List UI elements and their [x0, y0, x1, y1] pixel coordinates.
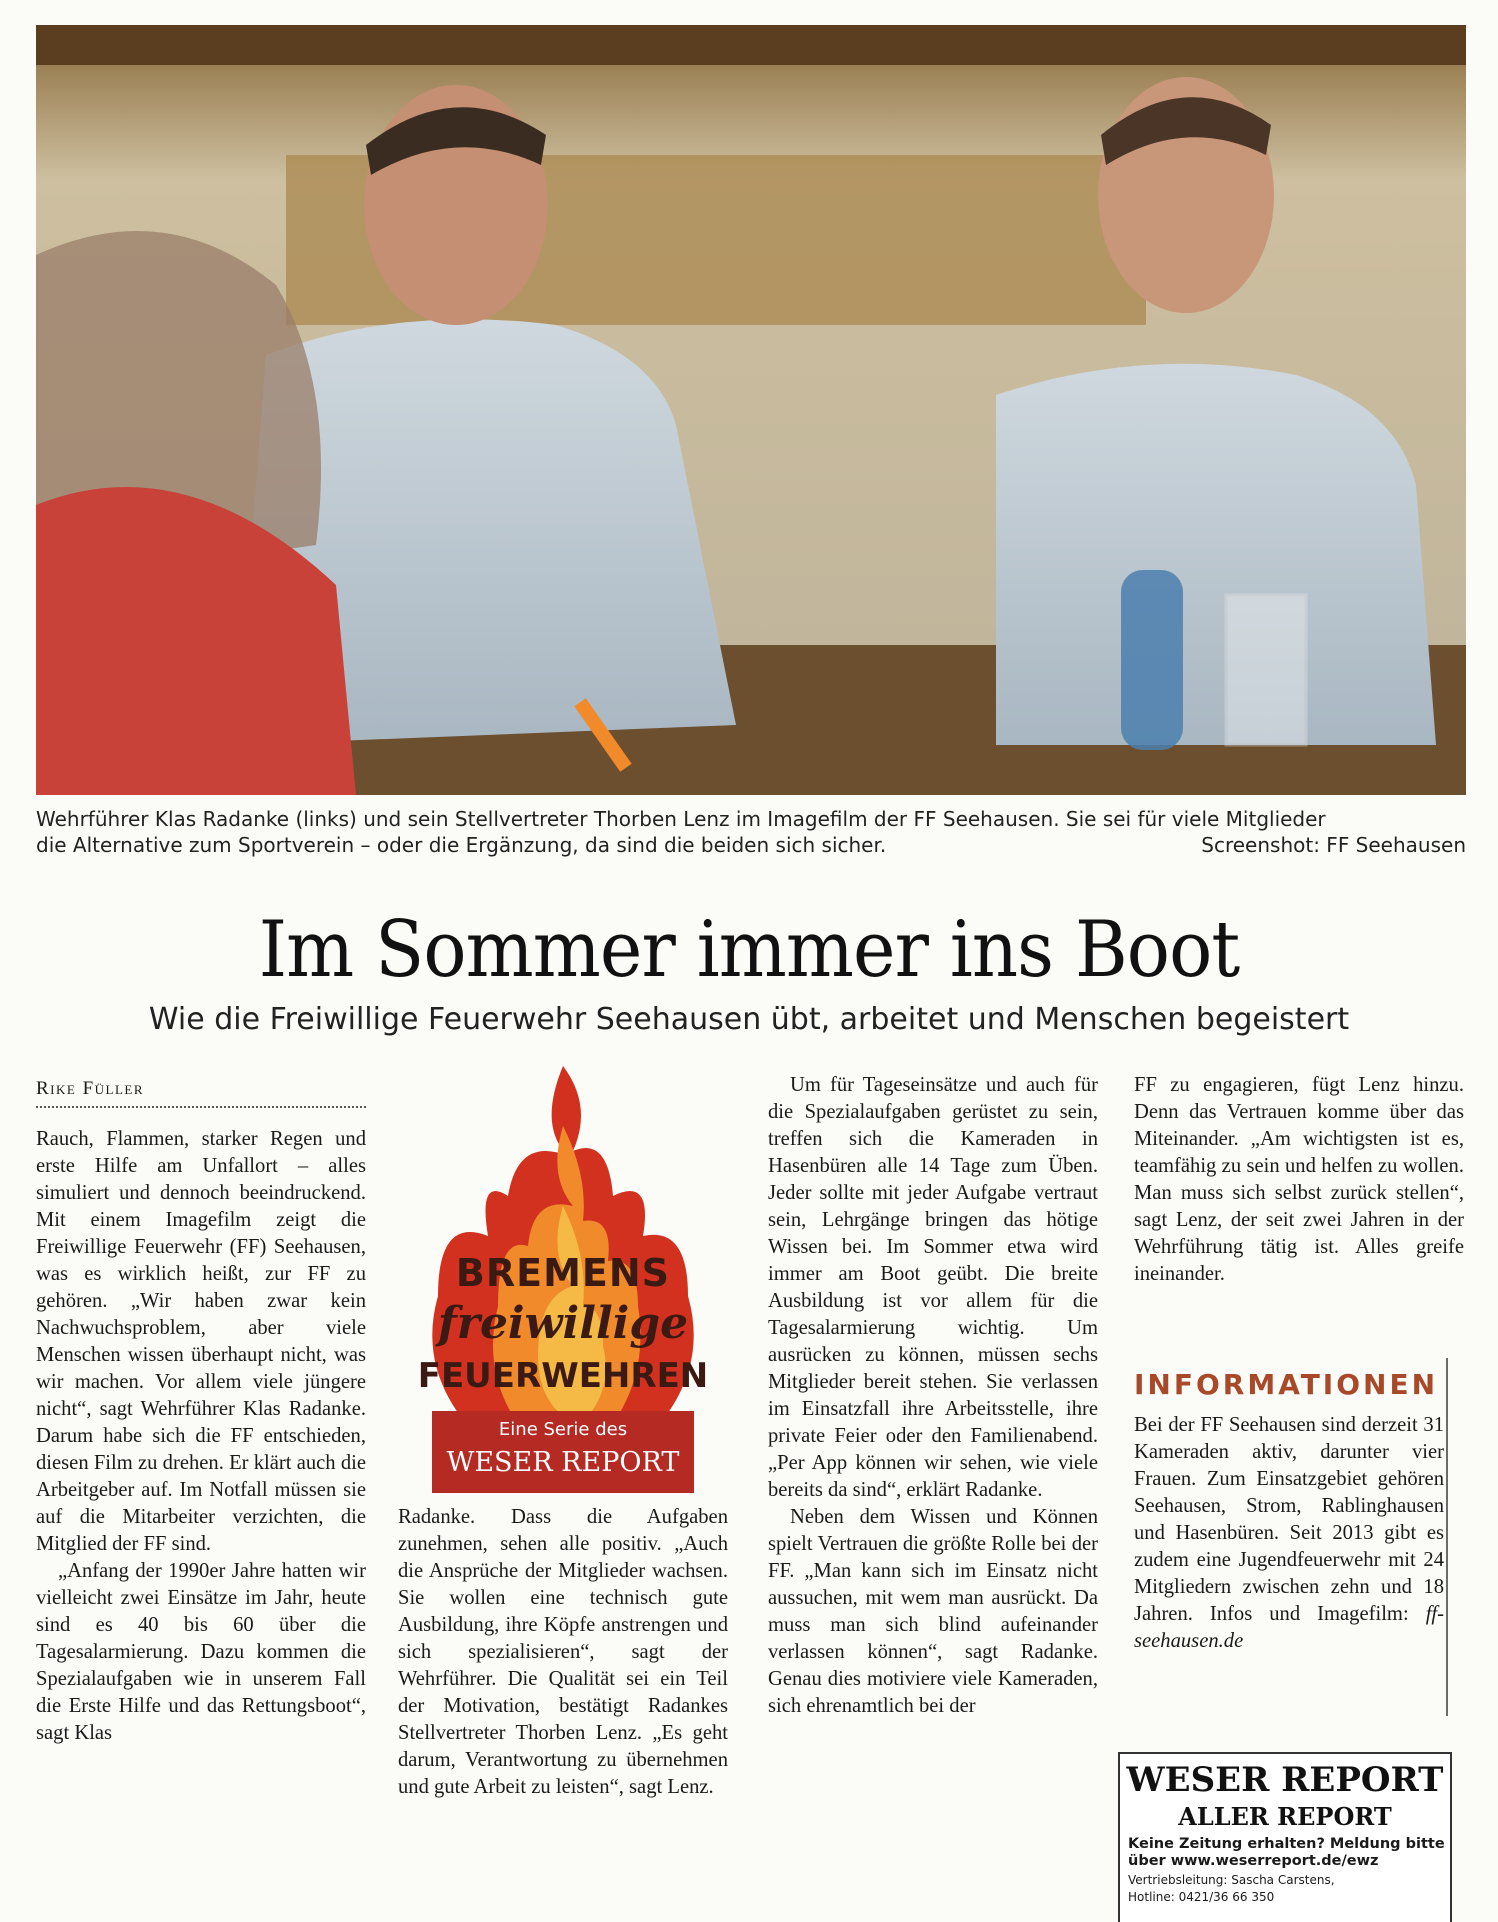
- paragraph: Radanke. Dass die Aufgaben zunehmen, sehen alle positiv. „Auch die Ansprüche der Mitglieder wachsen. Sie wollen eine technisch gute Ausbildung, ihre Köpfe anstrengen und sich spezialisieren“, sagt der Wehrführer. Die Qualität sei ein Teil der Motivation, bestätigt Radankes Stellvertreter Thorben Lenz. „Es geht darum, Verantwortung zu übernehmen und gute Arbeit zu leisten“, sagt Lenz.: [398, 1506, 728, 1798]
- ad-contact-line1: Vertriebsleitung: Sascha Carstens,: [1128, 1873, 1335, 1887]
- paragraph: „Anfang der 1990er Jahre hatten wir vielleicht zwei Einsätze im Jahr, heute sind es 40 bis 60 über die Tagesalarmierung. Dazu kommen die Spezialaufgaben wie in unserem Fall die Erste Hilfe und das Rettungsboot“, sagt Klas: [36, 1560, 366, 1744]
- ad-text: Keine Zeitung erhalten? Meldung bitte über www.weserreport.de/ewz: [1128, 1836, 1445, 1869]
- weser-report-logo: WESER REPORT: [1126, 1760, 1444, 1800]
- ad-contact-line2: Hotline: 0421/36 66 350: [1128, 1890, 1275, 1904]
- article-column-4: [1134, 1072, 1464, 1288]
- article-column-3: [768, 1072, 1098, 1720]
- series-logo-line3: FEUERWEHREN: [417, 1356, 709, 1396]
- series-logo-line1: BREMENS: [455, 1251, 671, 1295]
- series-logo-line4: Eine Serie des: [498, 1419, 628, 1440]
- info-box-title: INFORMATIONEN: [1134, 1368, 1439, 1401]
- aller-report-logo: ALLER REPORT: [1178, 1802, 1392, 1831]
- photo-caption-line2: [36, 832, 1466, 858]
- author-byline: Rike Füller: [36, 1078, 366, 1108]
- photo-illustration: [36, 25, 1466, 795]
- info-box: [1122, 1358, 1448, 1716]
- paragraph: Rauch, Flammen, starker Regen und erste Hilfe am Unfallort – alles simuliert und dennoch beeindruckend. Mit einem Imagefilm zeigt die Freiwillige Feuerwehr (FF) Seehausen, was es wirklich heißt, zur FF zu gehören. „Wir haben zwar kein Nachwuchsproblem, aber viele Menschen wissen überhaupt nicht, was wir machen. Vor allem viele jüngere nicht“, sagt Wehrführer Klas Radanke. Darum habe sich die FF entschieden, diesen Film zu drehen. Er klärt auch die Arbeitgeber auf. Im Notfall müssen sie auf die Mitarbeiter verzichten, die Mitglied der FF sind.: [36, 1128, 366, 1555]
- ad-contact: [1128, 1872, 1446, 1906]
- publisher-ad: [1118, 1752, 1452, 1922]
- photo-credit: Screenshot: FF Seehausen: [1201, 833, 1466, 857]
- article-photo: [36, 25, 1466, 795]
- paragraph: Neben dem Wissen und Können spielt Vertrauen die größte Rolle bei der FF. „Man kann sich im Einsatz nicht aussuchen, mit wem man ausrückt. Da muss man sich blind aufeinander verlassen können“, sagt Radanke. Genau dies motiviere viele Kameraden, sich ehrenamtlich bei der: [768, 1506, 1098, 1717]
- paragraph: FF zu engagieren, fügt Lenz hinzu. Denn das Vertrauen komme über das Miteinander. „Am wichtigsten ist es, teamfähig zu sein und helfen zu wollen. Man muss sich selbst zurück stellen“, sagt Lenz, der seit zwei Jahren in der Wehrführung tätig ist. Alles greife ineinander.: [1134, 1074, 1464, 1285]
- series-logo-box: [432, 1411, 694, 1493]
- info-box-body: Bei der FF Seehausen sind derzeit 31 Kameraden aktiv, darunter vier Frauen. Zum Einsatzgebiet gehören Seehausen, Strom, Rablinghausen und Hasenbüren. Seit 2013 gibt es zudem eine Jugendfeuerwehr mit 24 Mitgliedern zwischen zehn und 18 Jahren. Infos und Imagefilm:: [1134, 1414, 1444, 1625]
- article-column-2: [398, 1504, 728, 1801]
- headline: Im Sommer immer ins Boot: [258, 905, 1240, 995]
- series-logo-line2: freiwillige: [437, 1298, 689, 1349]
- info-box-website: ff-seehausen.de: [1134, 1603, 1444, 1652]
- info-box-text: [1134, 1412, 1444, 1655]
- paragraph: Um für Tageseinsätze und auch für die Spezialaufgaben gerüstet zu sein, treffen sich die Kameraden in Hasenbüren alle 14 Tage zum Üben. Jeder sollte mit jeder Aufgabe vertraut sein, Lehrgänge bringen das hötige Wissen bei. Im Sommer etwa wird immer am Boot geübt. Die breite Ausbildung ist vor allem für die Tagesalarmierung wichtig. Um ausrücken zu können, müssen sechs Mitglieder bereit stehen. Sie verlassen im Einsatzfall ihre Arbeitsstelle, ihre private Feier oder den Familienabend. „Per App können wir sehen, wie viele bereits da sind“, erklärt Radanke.: [768, 1074, 1098, 1501]
- series-logo: [398, 1066, 728, 1496]
- photo-caption-text: die Alternative zum Sportverein – oder die Ergänzung, da sind die beiden sich sicher.: [36, 833, 887, 857]
- article-column-1: [36, 1126, 366, 1747]
- photo-caption-line1: Wehrführer Klas Radanke (links) und sein Stellvertreter Thorben Lenz im Imagefilm der FF Seehausen. Sie sei für viele Mitglieder: [36, 807, 1326, 831]
- subheadline: Wie die Freiwillige Feuerwehr Seehausen übt, arbeitet und Menschen begeistert: [148, 1002, 1350, 1037]
- series-logo-line5: WESER REPORT: [446, 1447, 680, 1478]
